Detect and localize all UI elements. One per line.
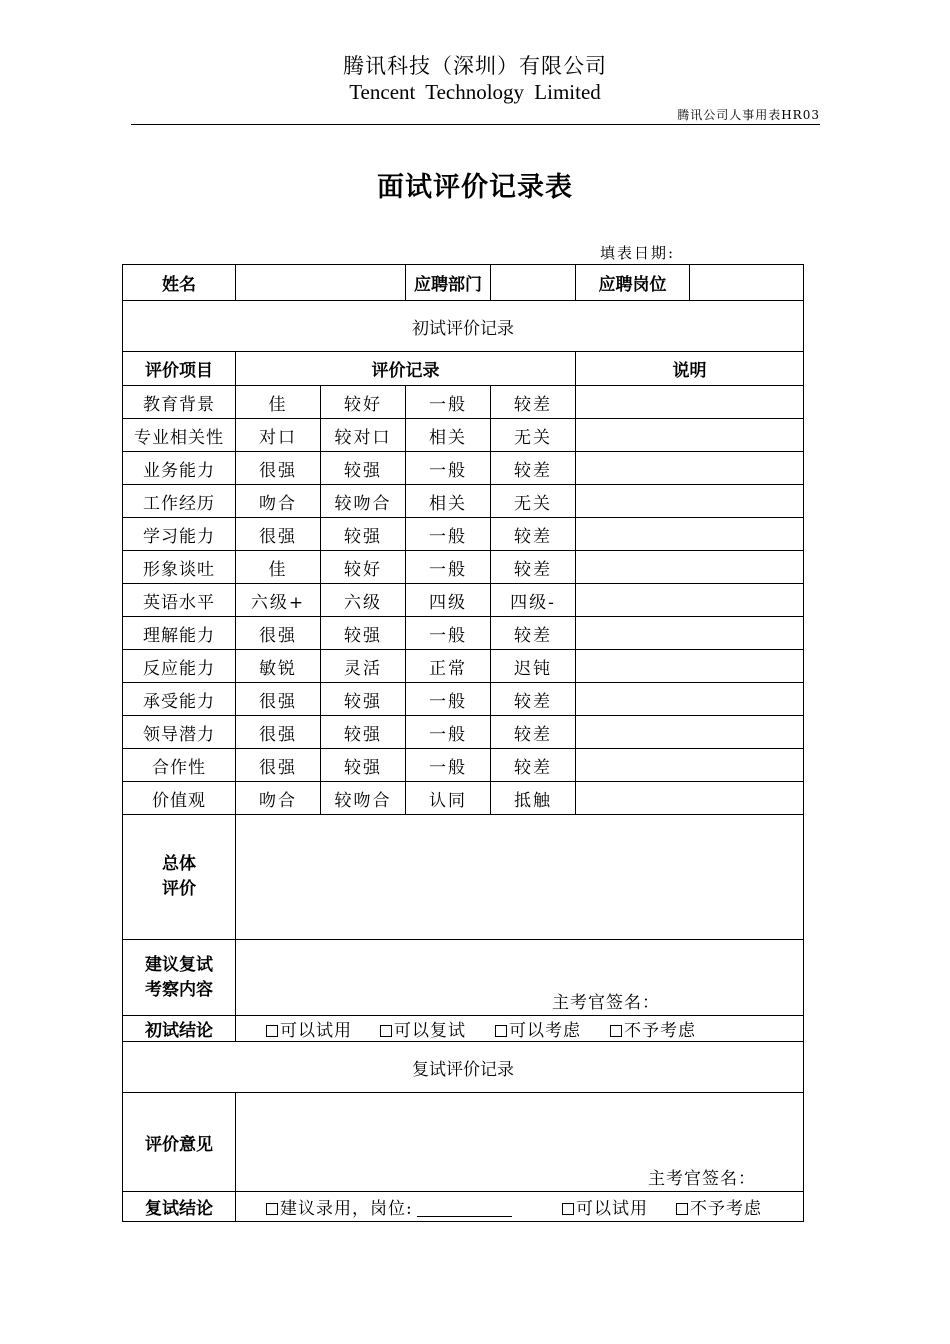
evaluation-option[interactable]: 相关 <box>406 485 491 518</box>
suggest-field[interactable] <box>236 940 804 1016</box>
evaluation-rows <box>123 386 804 815</box>
evaluation-option[interactable]: 一般 <box>406 716 491 749</box>
evaluation-item-label: 合作性 <box>123 749 236 782</box>
second-round-conclusion-label: 复试结论 <box>123 1192 236 1222</box>
evaluation-option[interactable]: 较差 <box>491 518 576 551</box>
evaluation-option[interactable]: 四级 <box>406 584 491 617</box>
evaluation-option[interactable]: 一般 <box>406 452 491 485</box>
evaluation-option[interactable]: 认同 <box>406 782 491 815</box>
evaluation-note-field[interactable] <box>576 485 804 518</box>
evaluation-option[interactable]: 敏锐 <box>236 650 321 683</box>
company-name-en: Tencent Technology Limited <box>349 80 601 104</box>
second-round-signature-label: 主考官签名： <box>648 1169 756 1189</box>
evaluation-option[interactable]: 一般 <box>406 683 491 716</box>
evaluation-row <box>123 518 804 551</box>
evaluation-note-field[interactable] <box>576 782 804 815</box>
department-field[interactable] <box>491 265 576 301</box>
evaluation-option[interactable]: 一般 <box>406 551 491 584</box>
col-record-header: 评价记录 <box>236 352 576 386</box>
name-field[interactable] <box>236 265 406 301</box>
evaluation-option[interactable]: 六级 <box>321 584 406 617</box>
first-round-signature-label: 主考官签名： <box>552 993 660 1013</box>
col-item-header: 评价项目 <box>123 352 236 386</box>
opinion-label: 评价意见 <box>123 1093 236 1192</box>
evaluation-note-field[interactable] <box>576 386 804 419</box>
evaluation-item-label: 专业相关性 <box>123 419 236 452</box>
evaluation-item-label: 承受能力 <box>123 683 236 716</box>
evaluation-option[interactable]: 较差 <box>491 716 576 749</box>
checkbox-icon[interactable] <box>676 1203 688 1215</box>
option-may-trial[interactable]: 可以试用 <box>266 1016 380 1041</box>
evaluation-row <box>123 650 804 683</box>
evaluation-item-label: 学习能力 <box>123 518 236 551</box>
evaluation-item-label: 形象谈吐 <box>123 551 236 584</box>
evaluation-row <box>123 716 804 749</box>
evaluation-row <box>123 782 804 815</box>
evaluation-item-label: 业务能力 <box>123 452 236 485</box>
fill-date-label: 填表日期: <box>600 244 676 262</box>
suggest-row <box>123 940 804 1016</box>
evaluation-option[interactable]: 较强 <box>321 518 406 551</box>
evaluation-row <box>123 584 804 617</box>
evaluation-option[interactable]: 吻合 <box>236 485 321 518</box>
evaluation-option[interactable]: 一般 <box>406 518 491 551</box>
evaluation-option[interactable]: 四级- <box>491 584 576 617</box>
evaluation-item-label: 工作经历 <box>123 485 236 518</box>
evaluation-option[interactable]: 正常 <box>406 650 491 683</box>
evaluation-option[interactable]: 较强 <box>321 683 406 716</box>
suggest-label <box>123 940 236 1016</box>
checkbox-icon[interactable] <box>562 1203 574 1215</box>
evaluation-row <box>123 452 804 485</box>
first-round-conclusion-row <box>123 1016 804 1042</box>
overall-evaluation-row <box>123 815 804 940</box>
second-round-conclusion-options <box>236 1192 804 1222</box>
evaluation-option[interactable]: 较对口 <box>321 419 406 452</box>
evaluation-option[interactable]: 六级+ <box>236 584 321 617</box>
evaluation-option[interactable]: 较好 <box>321 551 406 584</box>
evaluation-row <box>123 485 804 518</box>
first-round-conclusion-options <box>236 1016 804 1042</box>
checkbox-icon[interactable] <box>266 1025 278 1037</box>
evaluation-option[interactable]: 很强 <box>236 518 321 551</box>
company-name-cn: 腾讯科技（深圳）有限公司 <box>343 54 607 78</box>
evaluation-item-label: 理解能力 <box>123 617 236 650</box>
evaluation-note-field[interactable] <box>576 683 804 716</box>
interview-evaluation-table <box>122 264 804 1222</box>
evaluation-option[interactable]: 较强 <box>321 716 406 749</box>
checkbox-icon[interactable] <box>610 1025 622 1037</box>
col-note-header: 说明 <box>576 352 804 386</box>
evaluation-note-field[interactable] <box>576 749 804 782</box>
evaluation-note-field[interactable] <box>576 452 804 485</box>
department-label: 应聘部门 <box>406 265 491 301</box>
evaluation-item-label: 价值观 <box>123 782 236 815</box>
evaluation-option[interactable]: 很强 <box>236 716 321 749</box>
option-recommend-hire[interactable]: 建议录用，岗位: <box>266 1194 562 1219</box>
first-round-conclusion-label: 初试结论 <box>123 1016 236 1042</box>
option-may-consider[interactable]: 可以考虑 <box>495 1016 610 1041</box>
evaluation-option[interactable]: 一般 <box>406 617 491 650</box>
evaluation-option[interactable]: 很强 <box>236 452 321 485</box>
evaluation-row <box>123 683 804 716</box>
evaluation-option[interactable]: 抵触 <box>491 782 576 815</box>
evaluation-option[interactable]: 对口 <box>236 419 321 452</box>
evaluation-row <box>123 749 804 782</box>
evaluation-note-field[interactable] <box>576 551 804 584</box>
second-round-conclusion-row <box>123 1192 804 1222</box>
hire-position-blank[interactable] <box>417 1202 512 1217</box>
evaluation-option[interactable]: 较好 <box>321 386 406 419</box>
evaluation-option[interactable]: 佳 <box>236 551 321 584</box>
position-label: 应聘岗位 <box>576 265 690 301</box>
evaluation-item-label: 领导潜力 <box>123 716 236 749</box>
option-not-consider-2[interactable]: 不予考虑 <box>676 1194 762 1219</box>
evaluation-option[interactable]: 较差 <box>491 386 576 419</box>
evaluation-option[interactable]: 很强 <box>236 749 321 782</box>
evaluation-option[interactable]: 较强 <box>321 452 406 485</box>
evaluation-note-field[interactable] <box>576 617 804 650</box>
evaluation-option[interactable]: 很强 <box>236 617 321 650</box>
suggest-label-line2: 考察内容 <box>145 979 213 1000</box>
overall-evaluation-label <box>123 815 236 940</box>
form-title: 面试评价记录表 <box>377 172 573 203</box>
evaluation-option[interactable]: 较差 <box>491 749 576 782</box>
evaluation-option[interactable]: 较差 <box>491 452 576 485</box>
evaluation-option[interactable]: 一般 <box>406 386 491 419</box>
form-code: 腾讯公司人事用表HR03 <box>677 108 820 122</box>
evaluation-row <box>123 617 804 650</box>
evaluation-note-field[interactable] <box>576 518 804 551</box>
evaluation-row <box>123 551 804 584</box>
checkbox-icon[interactable] <box>380 1025 392 1037</box>
first-round-header-row <box>123 352 804 386</box>
applicant-info-row <box>123 265 804 301</box>
evaluation-option[interactable]: 较差 <box>491 683 576 716</box>
evaluation-note-field[interactable] <box>576 419 804 452</box>
overall-evaluation-field[interactable] <box>236 815 804 940</box>
evaluation-item-label: 教育背景 <box>123 386 236 419</box>
evaluation-note-field[interactable] <box>576 650 804 683</box>
evaluation-option[interactable]: 无关 <box>491 485 576 518</box>
suggest-label-line1: 建议复试 <box>145 954 213 975</box>
evaluation-note-field[interactable] <box>576 584 804 617</box>
evaluation-option[interactable]: 相关 <box>406 419 491 452</box>
evaluation-option[interactable]: 较强 <box>321 749 406 782</box>
evaluation-note-field[interactable] <box>576 716 804 749</box>
evaluation-item-label: 反应能力 <box>123 650 236 683</box>
evaluation-option[interactable]: 迟钝 <box>491 650 576 683</box>
header-divider <box>131 124 820 125</box>
checkbox-icon[interactable] <box>266 1203 278 1215</box>
evaluation-option[interactable]: 吻合 <box>236 782 321 815</box>
evaluation-option[interactable]: 较差 <box>491 617 576 650</box>
evaluation-option[interactable]: 较强 <box>321 617 406 650</box>
evaluation-item-label: 英语水平 <box>123 584 236 617</box>
evaluation-option[interactable]: 较吻合 <box>321 485 406 518</box>
option-may-trial-2[interactable]: 可以试用 <box>562 1194 676 1219</box>
overall-label-line1: 总体 <box>162 854 196 874</box>
overall-label-line2: 评价 <box>162 879 196 899</box>
name-label: 姓名 <box>123 265 236 301</box>
evaluation-option[interactable]: 一般 <box>406 749 491 782</box>
opinion-row <box>123 1093 804 1192</box>
checkbox-icon[interactable] <box>495 1025 507 1037</box>
evaluation-option[interactable]: 无关 <box>491 419 576 452</box>
evaluation-row <box>123 419 804 452</box>
evaluation-option[interactable]: 很强 <box>236 683 321 716</box>
evaluation-row <box>123 386 804 419</box>
evaluation-option[interactable]: 灵活 <box>321 650 406 683</box>
option-may-second-interview[interactable]: 可以复试 <box>380 1016 495 1041</box>
first-round-section-title: 初试评价记录 <box>123 301 804 352</box>
evaluation-option[interactable]: 较吻合 <box>321 782 406 815</box>
evaluation-option[interactable]: 佳 <box>236 386 321 419</box>
second-round-section-title: 复试评价记录 <box>123 1042 804 1093</box>
evaluation-option[interactable]: 较差 <box>491 551 576 584</box>
position-field[interactable] <box>690 265 804 301</box>
opinion-field[interactable] <box>236 1093 804 1192</box>
option-not-consider[interactable]: 不予考虑 <box>610 1016 696 1041</box>
